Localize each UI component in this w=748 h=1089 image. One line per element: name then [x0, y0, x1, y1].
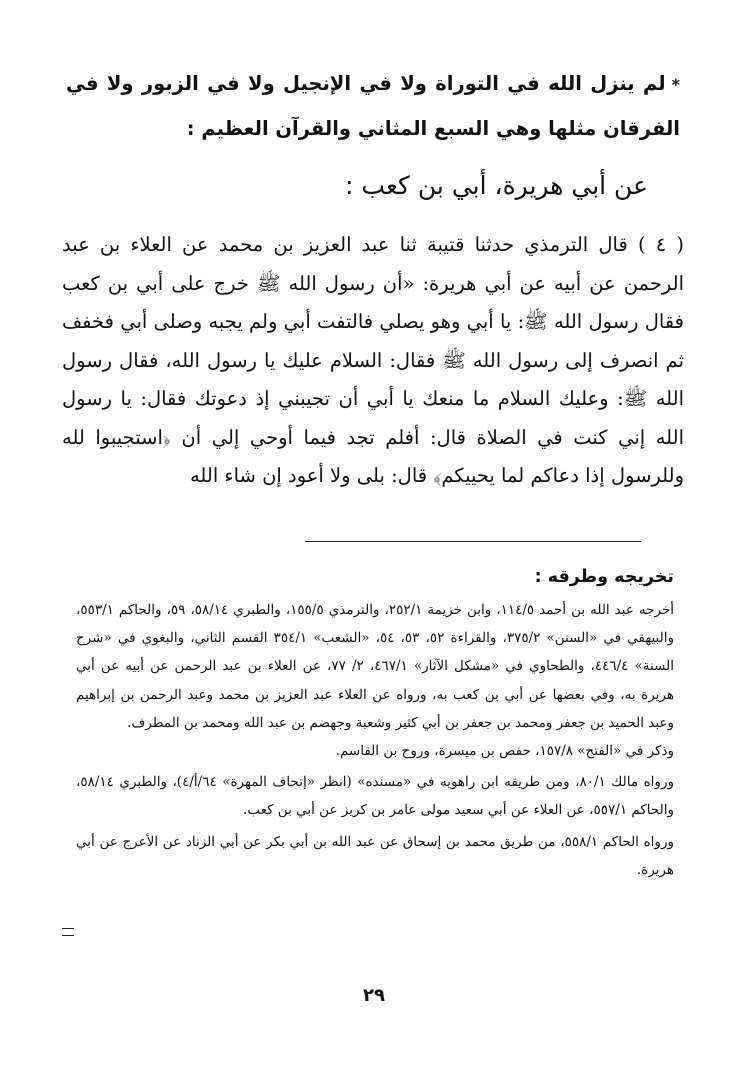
- takhrij-title: تخريجه وطرقه :: [534, 567, 674, 587]
- takhrij-notes: [76, 596, 674, 884]
- takhrij-paragraph: ورواه الحاكم ٥٥٨/١، من طريق محمد بن إسحاق عن عبد الله بن أبي بكر عن أبي الزناد عن الأعرج عن أبي هريرة.: [76, 833, 674, 878]
- hadith-text: ( ٤ ) قال الترمذي حدثنا قتيبة ثنا عبد العزيز بن محمد عن العلاء بن عبد الرحمن عن أبيه عن أبي هريرة: «أن رسول الله ﷺ خرج على أبي بن كعب فقال رسول الله ﷺ: يا أبي وهو يصلي فالتفت أبي ولم يجبه وصلى أبي فخفف ثم انصرف إلى رسول الله ﷺ فقال: السلام عليك يا رسول الله، فقال رسول الله ﷺ: وعليك السلام ما منعك يا أبي أن تجيبني إذ دعوتك فقال: يا رسول الله إني كنت في الصلاة قال: أفلم تجد فيما أوحي إلي أن ﴿استجيبوا لله وللرسول إذا دعاكم لما يحييكم﴾ قال: بلى ولا أعود إن شاء الله: [62, 233, 684, 487]
- asterisk-icon: *: [671, 75, 680, 94]
- footnote-divider: [305, 541, 641, 542]
- section-heading-text: لم ينزل الله في التوراة ولا في الإنجيل ولا في الزبور ولا في الفرقان مثلها وهي السبع المثاني والقرآن العظيم :: [66, 72, 680, 140]
- takhrij-paragraph: أخرجه عبد الله بن أحمد ١١٤/٥، وابن خزيمة ٢٥٢/١، والترمذي ١٥٥/٥، والطبري ٥٨/١٤، ٥٩، والحاكم ٥٥٣/١، والبيهقي في «السنن» ٣٧٥/٢، والقراءة ٥٢، ٥٣، ٥٤، «الشعب» ٣٥٤/١ القسم الثاني، والبغوي في «شرح السنة» ٤٤٦/٤، والطحاوي في «مشكل الآثار» ٤٦٧/١، ٢/ ٧٧، عن العلاء بن عبد الرحمن عن أبيه عن أبي هريرة به، وفي بعضها عن أبي بن كعب به، ورواه عن العلاء عبد العزيز بن محمد وعبد الرحمن بن إبراهيم وعبد الحميد بن جعفر ومحمد بن جعفر بن أبي كثير وشعبة وجهضم بن عبد الله ومحمد بن المطرف.: [76, 602, 675, 731]
- takhrij-paragraph: وذكر في «الفتح» ١٥٧/٨، حفص بن ميسرة، وروح بن القاسم.: [335, 743, 674, 760]
- takhrij-paragraph: ورواه مالك ٨٠/١، ومن طريقه ابن راهويه في «مسنده» (انظر «إتحاف المهرة» ٦٤/أ/٤)، والطبري ٥٨/١٤، والحاكم ٥٥٧/١، عن العلاء عن أبي سعيد مولى عامر بن كريز عن أبي بن كعب.: [76, 774, 674, 819]
- section-heading: [66, 62, 680, 151]
- page-number: ٢٩: [363, 985, 385, 1006]
- narrators-subheading: عن أبي هريرة، أبي بن كعب :: [345, 171, 648, 200]
- section-end-mark: [62, 928, 74, 936]
